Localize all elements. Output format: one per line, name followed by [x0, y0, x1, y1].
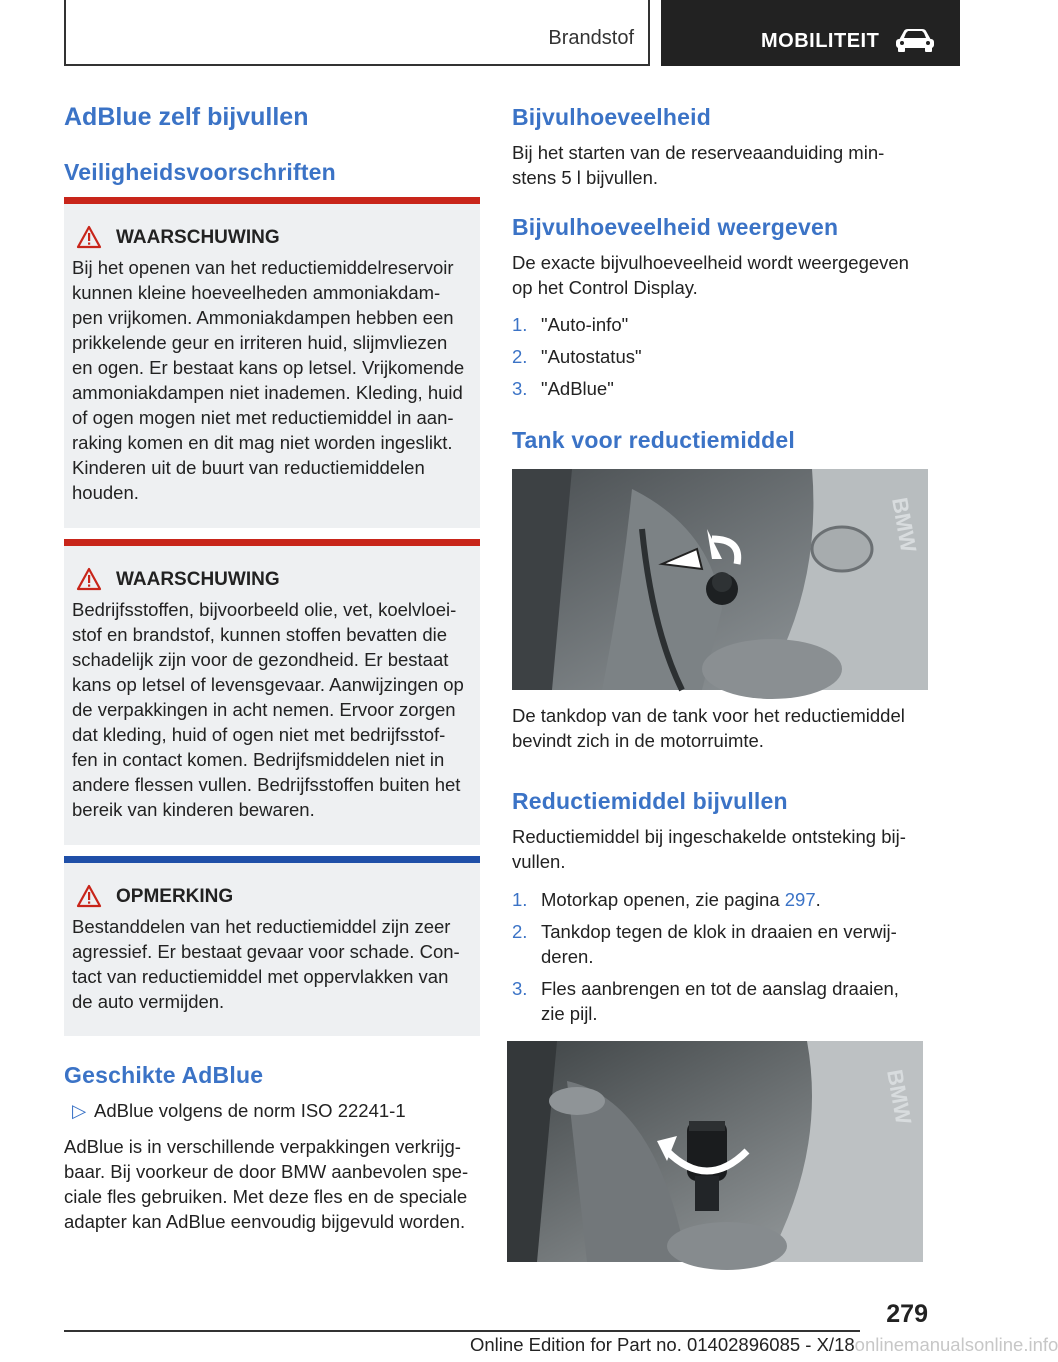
warning-box-fluids — [64, 539, 480, 845]
edition-line: Online Edition for Part no. 01402896085 - X/18onlinemanualsonline.info — [470, 1334, 1058, 1355]
page-title: AdBlue zelf bijvullen — [64, 103, 309, 131]
warning-bar — [64, 539, 480, 546]
tank-heading: Tank voor reductiemiddel — [512, 427, 795, 453]
notice-text: Bestanddelen van het reductiemiddel zijn zeer agressief. Er bestaat gevaar voor schade. Con- tact van reductiemiddel met oppervlakken van de auto vermijden. — [72, 916, 460, 1012]
suitable-bullet: ▷ AdBlue volgens de norm ISO 22241-1 — [64, 1098, 406, 1123]
warning-triangle-icon — [76, 567, 102, 591]
bmw-logo: BMW — [882, 1067, 917, 1127]
warning-box-ammonia — [64, 197, 480, 528]
safety-heading: Veiligheidsvoorschriften — [64, 159, 336, 185]
show-quantity-heading: Bijvulhoeveelheid weergeven — [512, 214, 839, 240]
suitable-adblue-heading: Geschikte AdBlue — [64, 1062, 264, 1088]
warning-text: Bij het openen van het reductiemiddelreservoir kunnen kleine hoeveelheden ammoniakdam- pen vrijkomen. Ammoniakdampen hebben een prikkelende geur en irriteren huid, slijmvliezen en ogen. Er bestaat kans op letsel. Vrijkomende ammoniakdampen niet inademen. Kleding, huid of ogen mogen niet met reductiemiddel in aan- raking komen en dit mag niet worden ingeslikt. Kinderen uit de buurt van reductiemiddelen houden. — [72, 257, 465, 503]
warning-text: Bedrijfsstoffen, bijvoorbeeld olie, vet, koelvloei- stof en brandstof, kunnen stoffen bevatten die schadelijk zijn voor de gezondheid. Er bestaat kans op letsel of levensgevaar. Aanwijzingen op de verpakkingen in acht nemen. Ervoor zorgen dat kleding, huid of ogen niet met bedrijfsstof- fen in contact komen. Bedrijfsmiddelen niet in andere flessen vullen. Bedrijfsstoffen buiten het bereik van kinderen bewaren. — [72, 599, 464, 820]
notice-title: OPMERKING — [116, 886, 234, 907]
tank-caption: De tankdop van de tank voor het reductiemiddel bevindt zich in de motorruimte. — [512, 705, 905, 751]
watermark: onlinemanualsonline.info — [854, 1334, 1058, 1355]
quantity-text: Bij het starten van de reserveaanduiding min- stens 5 l bijvullen. — [512, 142, 885, 188]
page-link[interactable]: 297 — [784, 889, 816, 910]
engine-bay-photo-tank — [512, 469, 928, 690]
car-icon — [893, 26, 937, 54]
header-chapter-tab[interactable] — [661, 0, 960, 66]
header-section-title: Brandstof — [548, 27, 634, 49]
show-quantity-text: De exacte bijvulhoeveelheid wordt weergegeven op het Control Display. — [512, 252, 909, 298]
suitable-text: AdBlue is in verschillende verpakkingen verkrijg- baar. Bij voorkeur de door BMW aanbevolen spe- ciale fles gebruiken. Met deze fles en de speciale adapter kan AdBlue eenvoudig bijgevuld worden. — [64, 1136, 469, 1232]
bullet-triangle-icon: ▷ — [72, 1100, 87, 1121]
header-chapter-label: MOBILITEIT — [761, 30, 880, 52]
bmw-logo: BMW — [887, 495, 922, 555]
warning-triangle-icon — [76, 225, 102, 249]
page-number: 279 — [886, 1300, 928, 1328]
notice-bar — [64, 856, 480, 863]
engine-bay-photo-bottle — [507, 1041, 923, 1262]
warning-title: WAARSCHUWING — [116, 227, 280, 248]
refill-heading: Reductiemiddel bijvullen — [512, 788, 788, 814]
refill-text: Reductiemiddel bij ingeschakelde ontsteking bij- vullen. — [512, 826, 906, 872]
footer-rule — [64, 1330, 860, 1332]
warning-bar — [64, 197, 480, 204]
warning-triangle-icon — [76, 884, 102, 908]
warning-title: WAARSCHUWING — [116, 569, 280, 590]
notice-box — [64, 856, 480, 1036]
quantity-heading: Bijvulhoeveelheid — [512, 104, 711, 130]
header-section-box — [64, 0, 650, 66]
